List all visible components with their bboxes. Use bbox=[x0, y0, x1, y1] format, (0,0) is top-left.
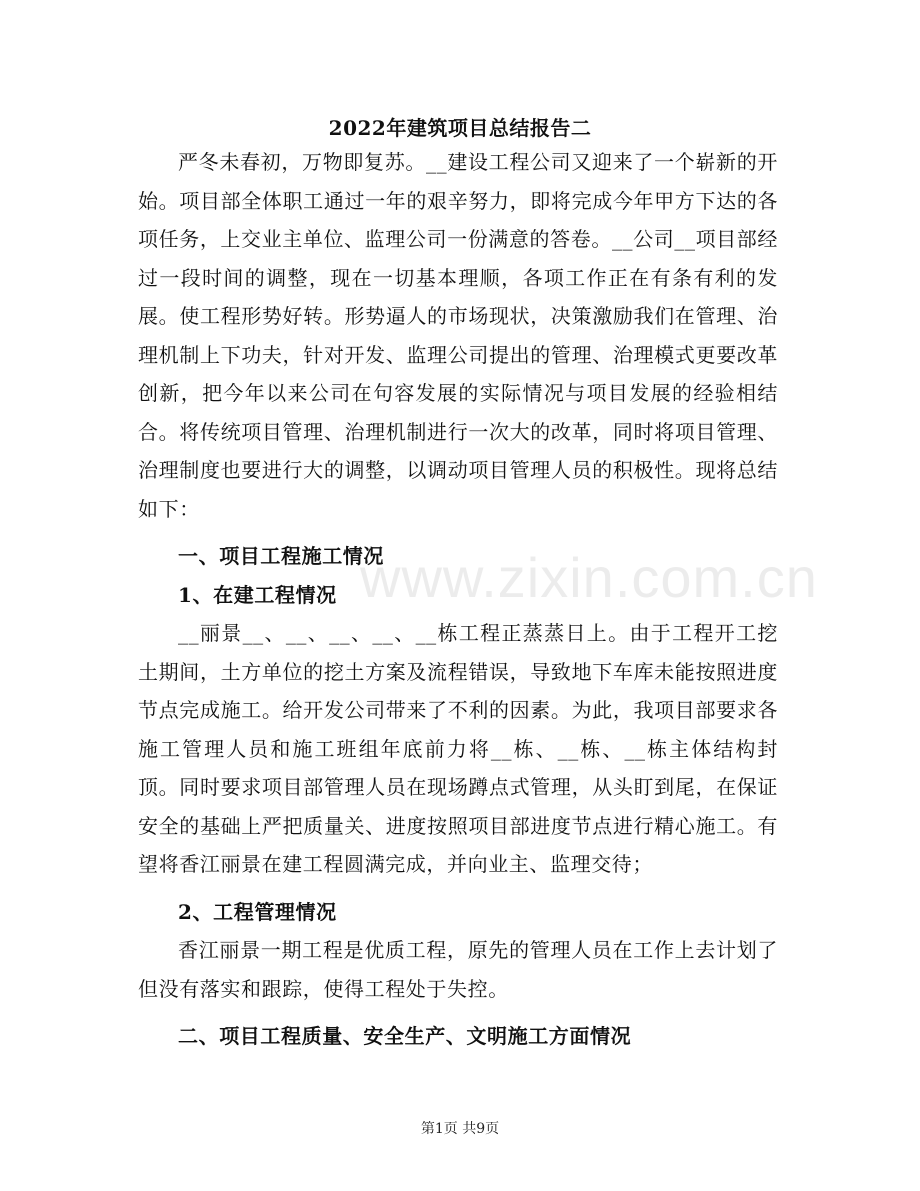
section-heading-construction: 一、项目工程施工情况 bbox=[178, 544, 384, 568]
management-paragraph: 香江丽景一期工程是优质工程，原先的管理人员在工作上去计划了但没有落实和跟踪，使得工程处于失控。 bbox=[138, 938, 778, 1001]
document-title: 2022年建筑项目总结报告二 bbox=[328, 116, 592, 140]
subsection-heading-ongoing-projects: 1、在建工程情况 bbox=[178, 582, 337, 607]
watermark: www.zixin.com.cn bbox=[360, 546, 818, 609]
section-heading-quality-safety: 二、项目工程质量、安全生产、文明施工方面情况 bbox=[178, 1024, 632, 1048]
page-number-footer: 第1页 共9页 bbox=[420, 1121, 500, 1137]
document-body bbox=[138, 143, 778, 1056]
subsection-heading-management: 2、工程管理情况 bbox=[178, 899, 337, 924]
intro-paragraph: 严冬未春初，万物即复苏。__建设工程公司又迎来了一个崭新的开始。项目部全体职工通过一年的艰辛努力，即将完成今年甲方下达的各项任务，上交业主单位、监理公司一份满意的答卷。__公司__项目部经过一段时间的调整，现在一切基本理顺，各项工作正在有条有利的发展。使工程形势好转。形势逼人的市场现状，决策激励我们在管理、治理机制上下功夫，针对开发、监理公司提出的管理、治理模式更要改革创新，把今年以来公司在句容发展的实际情况与项目发展的经验相结合。将传统项目管理、治理机制进行一次大的改革，同时将项目管理、治理制度也要进行大的调整，以调动项目管理人员的积极性。现将总结如下： bbox=[138, 150, 778, 521]
ongoing-projects-paragraph: __丽景__、__、__、__、__栋工程正蒸蒸日上。由于工程开工挖土期间，土方单位的挖土方案及流程错误，导致地下车库未能按照进度节点完成施工。给开发公司带来了不利的因素。为此，我项目部要求各施工管理人员和施工班组年底前力将__栋、__栋、__栋主体结构封顶。同时要求项目部管理人员在现场蹲点式管理，从头盯到尾，在保证安全的基础上严把质量关、进度按照项目部进度节点进行精心施工。有望将香江丽景在建工程圆满完成，并向业主、监理交待； bbox=[138, 621, 778, 876]
